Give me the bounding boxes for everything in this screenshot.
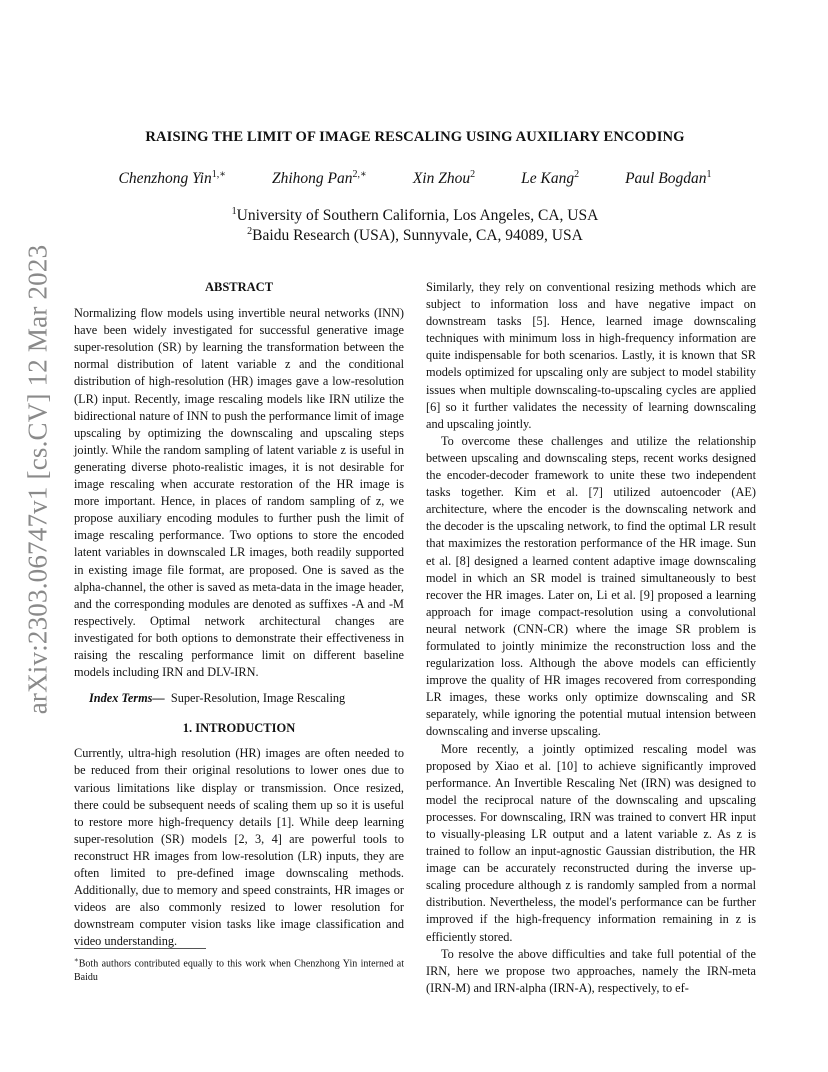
introduction-heading: 1. INTRODUCTION [182,721,296,736]
index-terms-label: Index Terms— [89,691,165,706]
body-paragraph: To resolve the above difficulties and take full potential of the IRN, here we propose two approaches, namely the IRN-meta (IRN-M) and IRN-alpha (IRN-A), respectively, to ef- [426,946,756,995]
abstract-heading: ABSTRACT [204,280,274,294]
index-terms-text: Super-Resolution, Image Rescaling [170,691,346,706]
author: Le Kang$^2$ [521,169,580,188]
paper-title: RAISING THE LIMIT OF IMAGE RESCALING USING AUXILIARY ENCODING [145,129,685,145]
index-terms [74,690,404,707]
left-column [74,279,404,950]
footnote: ∗Both authors contributed equally to this work when Chenzhong Yin interned at Baidu [74,956,404,983]
author: Paul Bogdan$^1$ [625,169,712,188]
arxiv-identifier-text: arXiv:2303.06747v1 [cs.CV] 12 Mar 2023 [22,244,53,715]
affiliation: $^2$Baidu Research (USA), Sunnyvale, CA, 94089, USA [247,226,583,245]
body-paragraph: More recently, a jointly optimized rescaling model was proposed by Xiao et al. [10] to achieve significantly improved performance. An Invertible Rescaling Net (IRN) was designed to model the reciprocal nature of the downscaling and upscaling processes. For downscaling, IRN was trained to convert HR input to visually-pleasing LR output and a latent variable z. As z is trained to follow an input-agnostic Gaussian distribution, the HR image can be accurately reconstructed during the inverse up-scaling procedure although z is randomly sampled from a normal distribution. Nevertheless, the model's performance can be further improved if the high-frequency information remaining in z is efficiently stored. [426,741,756,944]
body-paragraph: Similarly, they rely on conventional resizing methods which are subject to information loss and have negative impact on downstream tasks [5]. Hence, learned image downscaling techniques with minimum loss in high-frequency information are quite indispensable for both scenarios. Lastly, it is known that SR models optimized for upscaling only are subject to model stability issues when multiple downscaling-to-upscaling cycles are applied [6] so it further validates the necessity of learning downscaling and upscaling jointly. [426,280,756,431]
abstract-text: Normalizing flow models using invertible neural networks (INN) have been widely investigated for successful generative image super-resolution (SR) by learning the transformation between the normal distribution of latent variable z and the conditional distribution of high-resolution (HR) images gave a low-resolution (LR) input. Recently, image rescaling models like IRN utilize the bidirectional nature of INN to push the performance limit of image upscaling by optimizing the downscaling and upscaling steps jointly. While the random sampling of latent variable z is useful in generating diverse photo-realistic images, it is not desirable for image rescaling when accurate restoration of the HR image is more important. Hence, in places of random sampling of z, we propose auxiliary encoding modules to further push the limit of image rescaling performance. Two options to store the encoded latent variables in downscaled LR images, both readily supported in existing image file format, are proposed. One is saved as the alpha-channel, the other is saved as meta-data in the image header, and the corresponding modules are denoted as suffixes -A and -M respectively. Optimal network architectural changes are investigated for both options to demonstrate their effectiveness in raising the rescaling performance limit on different baseline models including IRN and DLV-IRN. [74,306,404,680]
author: Chenzhong Yin$^{1,∗}$ [118,169,226,188]
body-paragraph: To overcome these challenges and utilize the relationship between upscaling and downscaling steps, recent works designed the encoder-decoder framework to unite these two independent tasks together. Kim et al. [7] utilized autoencoder (AE) architecture, where the encoder is the downscaling network and the decoder is the upscaling network, to find the optimal LR result that maximizes the restoration performance of the HR image. Sun et al. [8] designed a learned content adaptive image downscaling model in which an SR model is trained simultaneously to best recover the HR images. Later on, Li et al. [9] proposed a learning approach for image compact-resolution using a convolutional neural network (CNN-CR) where the image SR problem is formulated to jointly minimize the reconstruction loss and the regularization loss. Although the above models can efficiently improve the quality of HR images recovered from corresponding LR images, these works only optimize downscaling and SR separately, while ignoring the potential mutual intension between downscaling and inverse upscaling. [426,433,756,739]
author: Xin Zhou$^2$ [412,169,476,188]
author: Zhihong Pan$^{2,∗}$ [272,169,367,188]
right-column [426,279,756,997]
footnote-rule [74,948,206,949]
author-list [70,169,760,189]
affiliation: $^1$University of Southern California, Los Angeles, CA, USA [231,206,599,225]
introduction-paragraph: Currently, ultra-high resolution (HR) images are often needed to be reduced from their original resolutions to lower ones due to various limitations like display or transmission. Once resized, there could be subsequent needs of scaling them up so it is useful to restore more high-frequency details [1]. While deep learning super-resolution (SR) models [2, 3, 4] are powerful tools to reconstruct HR images from low-resolution (LR) inputs, they are often limited to pre-defined image downscaling methods. Additionally, due to memory and speed constraints, HR images or videos are also commonly resized to lower resolution for downstream computer vision tasks like image classification and video understanding. [74,746,404,949]
arxiv-identifier [22,244,54,715]
